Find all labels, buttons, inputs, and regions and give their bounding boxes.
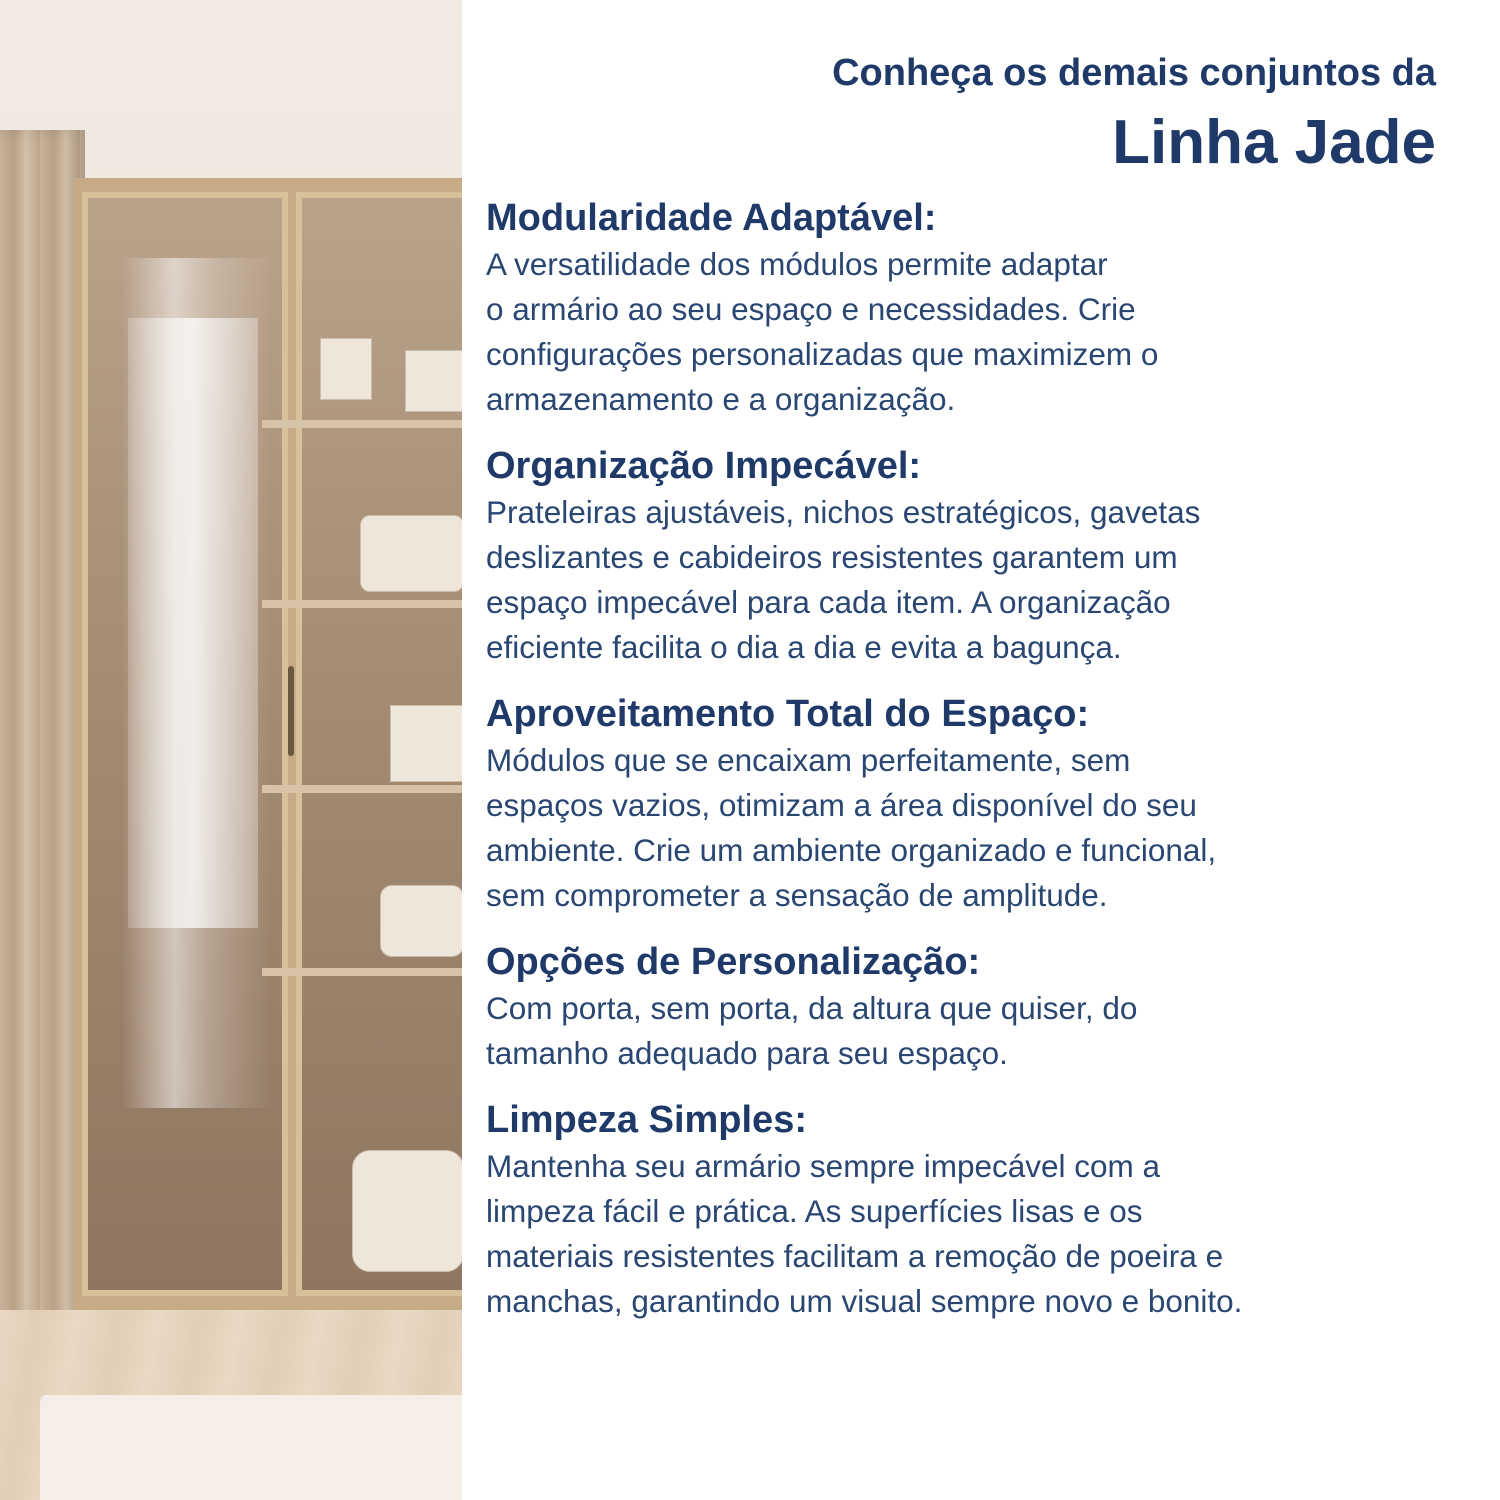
- section-text-line: Prateleiras ajustáveis, nichos estratégicos, gavetas: [486, 494, 1201, 530]
- wardrobe-photo: [0, 0, 462, 1500]
- section-text-line: eficiente facilita o dia a dia e evita a bagunça.: [486, 629, 1122, 665]
- section-text-line: sem comprometer a sensação de amplitude.: [486, 877, 1108, 913]
- curtain: [0, 130, 85, 1500]
- section-text-line: materiais resistentes facilitam a remoção de poeira e: [486, 1238, 1224, 1274]
- wardrobe-door-left: [82, 192, 288, 1296]
- section-text-line: tamanho adequado para seu espaço.: [486, 1035, 1008, 1071]
- section-text-line: espaços vazios, otimizam a área disponível do seu: [486, 787, 1197, 823]
- section-title: Aproveitamento Total do Espaço:: [486, 693, 1090, 735]
- section-title: Limpeza Simples:: [486, 1099, 807, 1141]
- section-aproveitamento: [486, 690, 1466, 918]
- shelf: [262, 600, 462, 608]
- storage-basket: [352, 1150, 462, 1272]
- storage-box: [405, 350, 462, 412]
- section-text-line: Mantenha seu armário sempre impecável com a: [486, 1148, 1161, 1184]
- section-personalizacao: [486, 938, 1466, 1076]
- section-text-line: A versatilidade dos módulos permite adaptar: [486, 246, 1108, 282]
- header: [486, 44, 1466, 184]
- section-text-line: configurações personalizadas que maximizem o: [486, 336, 1159, 372]
- door-handle: [288, 666, 294, 756]
- glass-reflection: [122, 258, 272, 1108]
- section-text-line: o armário ao seu espaço e necessidades. Crie: [486, 291, 1136, 327]
- shelf: [262, 968, 462, 976]
- header-title: Linha Jade: [1112, 108, 1436, 177]
- section-title: Organização Impecável:: [486, 445, 922, 487]
- folded-towels: [380, 885, 462, 957]
- shelf: [262, 785, 462, 793]
- section-text-line: ambiente. Crie um ambiente organizado e funcional,: [486, 832, 1217, 868]
- section-text-line: Módulos que se encaixam perfeitamente, sem: [486, 742, 1131, 778]
- section-text-line: Com porta, sem porta, da altura que quiser, do: [486, 990, 1138, 1026]
- storage-box: [390, 705, 462, 782]
- section-text-line: manchas, garantindo um visual sempre novo e bonito.: [486, 1283, 1243, 1319]
- section-organizacao: [486, 442, 1466, 670]
- section-text-line: armazenamento e a organização.: [486, 381, 956, 417]
- section-title: Opções de Personalização:: [486, 941, 981, 983]
- rug: [40, 1395, 462, 1500]
- section-text-line: limpeza fácil e prática. As superfícies lisas e os: [486, 1193, 1143, 1229]
- shelf: [262, 420, 462, 428]
- header-subtitle: Conheça os demais conjuntos da: [832, 52, 1436, 94]
- section-title: Modularidade Adaptável:: [486, 197, 937, 239]
- storage-box: [320, 338, 372, 400]
- section-text-line: deslizantes e cabideiros resistentes garantem um: [486, 539, 1178, 575]
- section-text-line: espaço impecável para cada item. A organização: [486, 584, 1171, 620]
- section-modularidade: [486, 194, 1466, 422]
- section-limpeza: [486, 1096, 1466, 1324]
- folded-towels: [360, 515, 462, 592]
- feature-content: [486, 44, 1466, 1324]
